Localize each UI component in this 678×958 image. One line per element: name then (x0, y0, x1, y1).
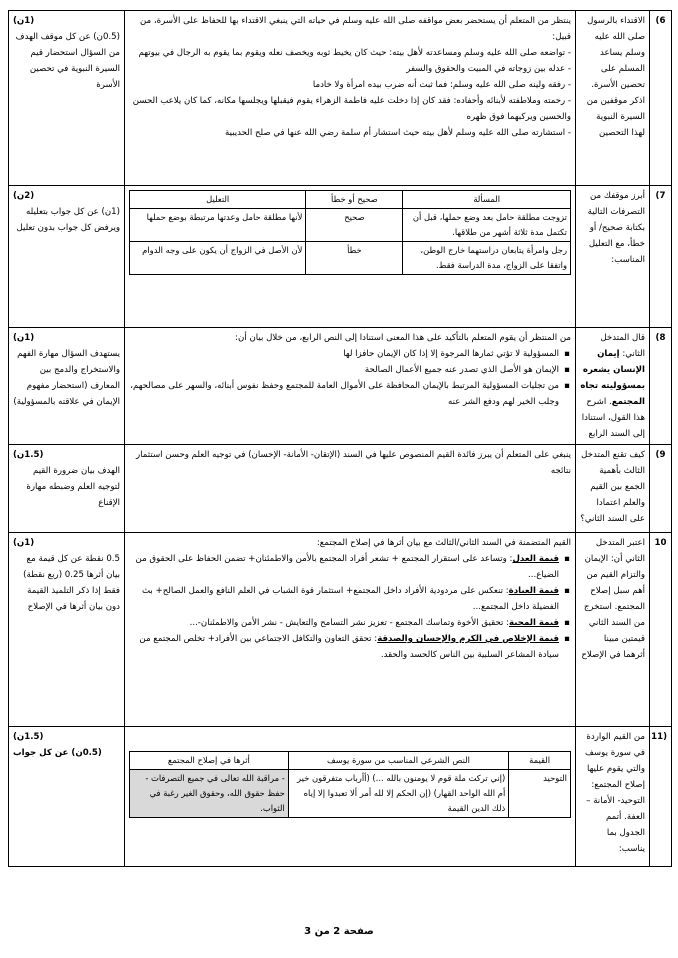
table-cell: رجل وامرأة يتابعان دراستهما خارج الوطن، واتفقا على الزواج، مدة الدراسة فقط. (403, 242, 571, 275)
mark-value: (1.5ن) (13, 450, 44, 460)
value-name: قيمة الإخلاص في الكرم والإحسان والصدقة (377, 634, 559, 644)
row-number: 6) (650, 11, 672, 186)
mark-note: يستهدف السؤال مهارة الفهم والاستخراج والدمج بين المعارف (استحضار مفهوم الإيمان في علاقته بالمسؤولية) (13, 349, 120, 407)
value-item (129, 631, 559, 663)
value-item (129, 551, 559, 583)
question-text (576, 328, 650, 445)
answer-point: - رحمته وملاطفته لأبنائه وأحفاده: فقد كان إذا دخلت عليه فاطمة الزهراء يقوم فيقبلها ويجلسها مكانه، كما كان يلاعب الحسن والحسين ويركبهما فوق ظهره (132, 96, 571, 122)
row-number: 8) (650, 328, 672, 445)
answer-row-7 (9, 186, 672, 328)
mark-value: (1ن) (13, 333, 35, 343)
table-cell: لأن الأصل في الزواج أن يكون على وجه الدوام (130, 242, 306, 275)
answer-point: - رفقه ولينه صلى الله عليه وسلم: فما ثبت أنه ضرب بيده امرأة ولا خادما (312, 80, 571, 90)
question-text: الاقتداء بالرسول صلى الله عليه وسلم يساعد المسلم على تحصين الأسرة. اذكر موقفين من السيرة النبوية لهذا التحصين (576, 11, 650, 186)
question-text: أبرز موقفك من التصرفات التالية بكتابة صحيح/ أو خطأ، مع التعليل المناسب: (576, 186, 650, 328)
value-effect: : وتساعد على استقرار المجتمع + تشعر أفراد المجتمع بالأمن والاطمئنان+ تضمن الحفاظ على الحقوق من الضياع... (135, 554, 559, 580)
values-table (129, 751, 571, 818)
value-effect: : تحقيق الأخوة وتماسك المجتمع - تعزيز نشر التسامح والتعايش - نشر الأمن والاطمئنان-... (189, 618, 510, 628)
table-cell: - مراقبة الله تعالى في جميع التصرفات - حفظ حقوق الله، وحقوق الغير رغبة في الثواب. (130, 770, 289, 818)
answer-point: - عدله بين زوجاته في المبيت والحقوق والسفر (406, 64, 571, 74)
mark-value: (1ن) (13, 16, 35, 26)
value-item (129, 583, 559, 615)
mark-note: (0.5ن) عن كل موقف الهدف من السؤال استحضار قيم السيرة النبوية في تحصين الأسرة (15, 32, 120, 90)
answer-point: ▪ الإيمان هو الأصل الذي تصدر عنه جميع الأعمال الصالحة (129, 362, 559, 378)
answer-intro: القيم المتضمنة في السند الثاني/الثالث مع بيان أثرها في إصلاح المجتمع: (316, 538, 571, 548)
value-name: قيمة المحبة (509, 618, 559, 628)
table-header: أثرها في إصلاح المجتمع (130, 752, 289, 770)
marking-criteria (9, 186, 125, 328)
mark-note: الهدف بيان ضرورة القيم لتوجيه العلم وضبطه مهارة الإقناع (26, 466, 120, 508)
expected-answer (125, 727, 576, 867)
table-row (130, 242, 571, 275)
marking-criteria (9, 328, 125, 445)
expected-answer (125, 11, 576, 186)
value-item (129, 615, 559, 631)
table-row (130, 209, 571, 242)
judgement-table (129, 190, 571, 275)
table-cell: لأنها مطلقة حامل وعدتها مرتبطة بوضع حملها (130, 209, 306, 242)
row-number: (11 (650, 727, 672, 867)
answer-intro: ينتظر من المتعلم أن يستحضر بعض مواقفه صلى الله عليه وسلم في حياته التي ينبغي الاقتداء بها للحفاظ على الأسرة، من قبيل: (140, 16, 571, 42)
answer-row-6 (9, 11, 672, 186)
question-text: كيف تقنع المتدخل الثالث بأهمية الجمع بين القيم والعلم اعتمادا على السند الثاني؟ (576, 445, 650, 533)
table-header: المسألة (403, 191, 571, 209)
question-text: اعتبر المتدخل الثاني أن: الإيمان والتزام القيم من أهم سبل إصلاح المجتمع. استخرج من السند الثاني قيمتين مبينا أثرهما في الإصلاح (576, 533, 650, 727)
mark-note: (1ن) عن كل جواب بتعليله ويرفض كل جواب بدون تعليل (16, 207, 120, 233)
answer-point: - تواضعه صلى الله عليه وسلم ومساعدته لأهل بيته: حيث كان يخيط ثوبه ويخصف نعله ويقوم بما يقوم به الرجال في بيوتهم (138, 48, 571, 58)
answer-row-11 (9, 727, 672, 867)
mark-value: (2ن) (13, 191, 35, 201)
value-name: قيمة العبادة (508, 586, 559, 596)
answer-point: ▪ المسؤولية لا تؤتي ثمارها المرجوة إلا إذا كان الإيمان حافزا لها (129, 346, 559, 362)
mark-value: (1ن) (13, 538, 35, 548)
answer-point: ▪ من تجليات المسؤولية المرتبط بالإيمان المحافظة على الأموال العامة للمجتمع وحفظ نفوس أبنائه، والسهر على مصالحهم، وجلب الخير لهم ودفع الشر عنه (129, 378, 559, 410)
value-name: قيمة العدل (512, 554, 559, 564)
row-number: 10 (650, 533, 672, 727)
table-row (130, 770, 571, 818)
question-instruction: . اشرح هذا القول، استنادا إلى السند الرابع (581, 397, 645, 439)
row-number: 7) (650, 186, 672, 328)
marking-criteria (9, 11, 125, 186)
answer-row-10 (9, 533, 672, 727)
table-cell: (إني تركت ملة قوم لا يومنون بالله ...) (أأرباب متفرقون خير أم الله الواحد القهار) (إن الحكم إلا لله أمر ألا تعبدوا إلا إياه ذلك الدين القيمة (288, 770, 509, 818)
table-header: القيمة (509, 752, 571, 770)
table-cell: صحيح (306, 209, 403, 242)
table-header: صحيح أو خطأ (306, 191, 403, 209)
answer-row-8 (9, 328, 672, 445)
mark-note: 0.5 نقطة عن كل قيمة مع بيان أثرها 0.25 (ربع نقطة) فقط إذا ذكر التلميذ القيمة دون بيان أثرها في الإصلاح (23, 554, 120, 612)
expected-answer (125, 328, 576, 445)
answer-point: - استشارته صلى الله عليه وسلم لأهل بيته حيث استشار أم سلمة رضي الله عنها في صلح الحديبية (224, 128, 571, 138)
expected-answer (125, 186, 576, 328)
marking-criteria (9, 533, 125, 727)
row-number: 9) (650, 445, 672, 533)
question-lead: قال المتدخل الثاني: (600, 333, 645, 359)
answer-row-9 (9, 445, 672, 533)
marking-criteria (9, 445, 125, 533)
mark-note: (0.5ن) عن كل جواب (13, 748, 102, 758)
expected-answer: ينبغي على المتعلم أن يبرز فائدة القيم المنصوص عليها في السند (الإتقان- الأمانة- الإحسان) في توجيه العلم وحسن استثمار نتائجه (125, 445, 576, 533)
question-text: من القيم الواردة في سورة يوسف والتي يقوم عليها إصلاح المجتمع: التوحيد- الأمانة – العفة. أتمم الجدول بما يناسب: (576, 727, 650, 867)
table-header: التعليل (130, 191, 306, 209)
table-cell: خطأ (306, 242, 403, 275)
answer-table (8, 10, 672, 867)
table-cell: التوحيد (509, 770, 571, 818)
page-footer: صفحة 2 من 3 (304, 926, 374, 937)
answer-intro: من المنتظر أن يقوم المتعلم بالتأكيد على هذا المعنى استنادا إلى النص الرابع، من خلال بيان أن: (235, 333, 571, 343)
value-effect: : تنعكس على مردودية الأفراد داخل المجتمع+ استثمار قوة الشباب في العلم النافع والعمل الصالح+ بث الفضيلة داخل المجتمع... (141, 586, 559, 612)
value-effect: : تحقق التعاون والتكافل الاجتماعي بين الأفراد+ تخلص المجتمع من سيادة المشاعر السلبية بين الناس كالحسد والحقد. (139, 634, 559, 660)
expected-answer (125, 533, 576, 727)
table-header: النص الشرعي المناسب من سورة يوسف (288, 752, 509, 770)
table-cell: تزوجت مطلقة حامل بعد وضع حملها، قبل أن تكتمل مدة ثلاثة أشهر من طلاقها. (403, 209, 571, 242)
mark-value: (1.5ن) (13, 732, 44, 742)
marking-criteria (9, 727, 125, 867)
quoted-statement: إيمان الإنسان يشعره بمسؤوليته تجاه المجتمع (580, 349, 645, 407)
